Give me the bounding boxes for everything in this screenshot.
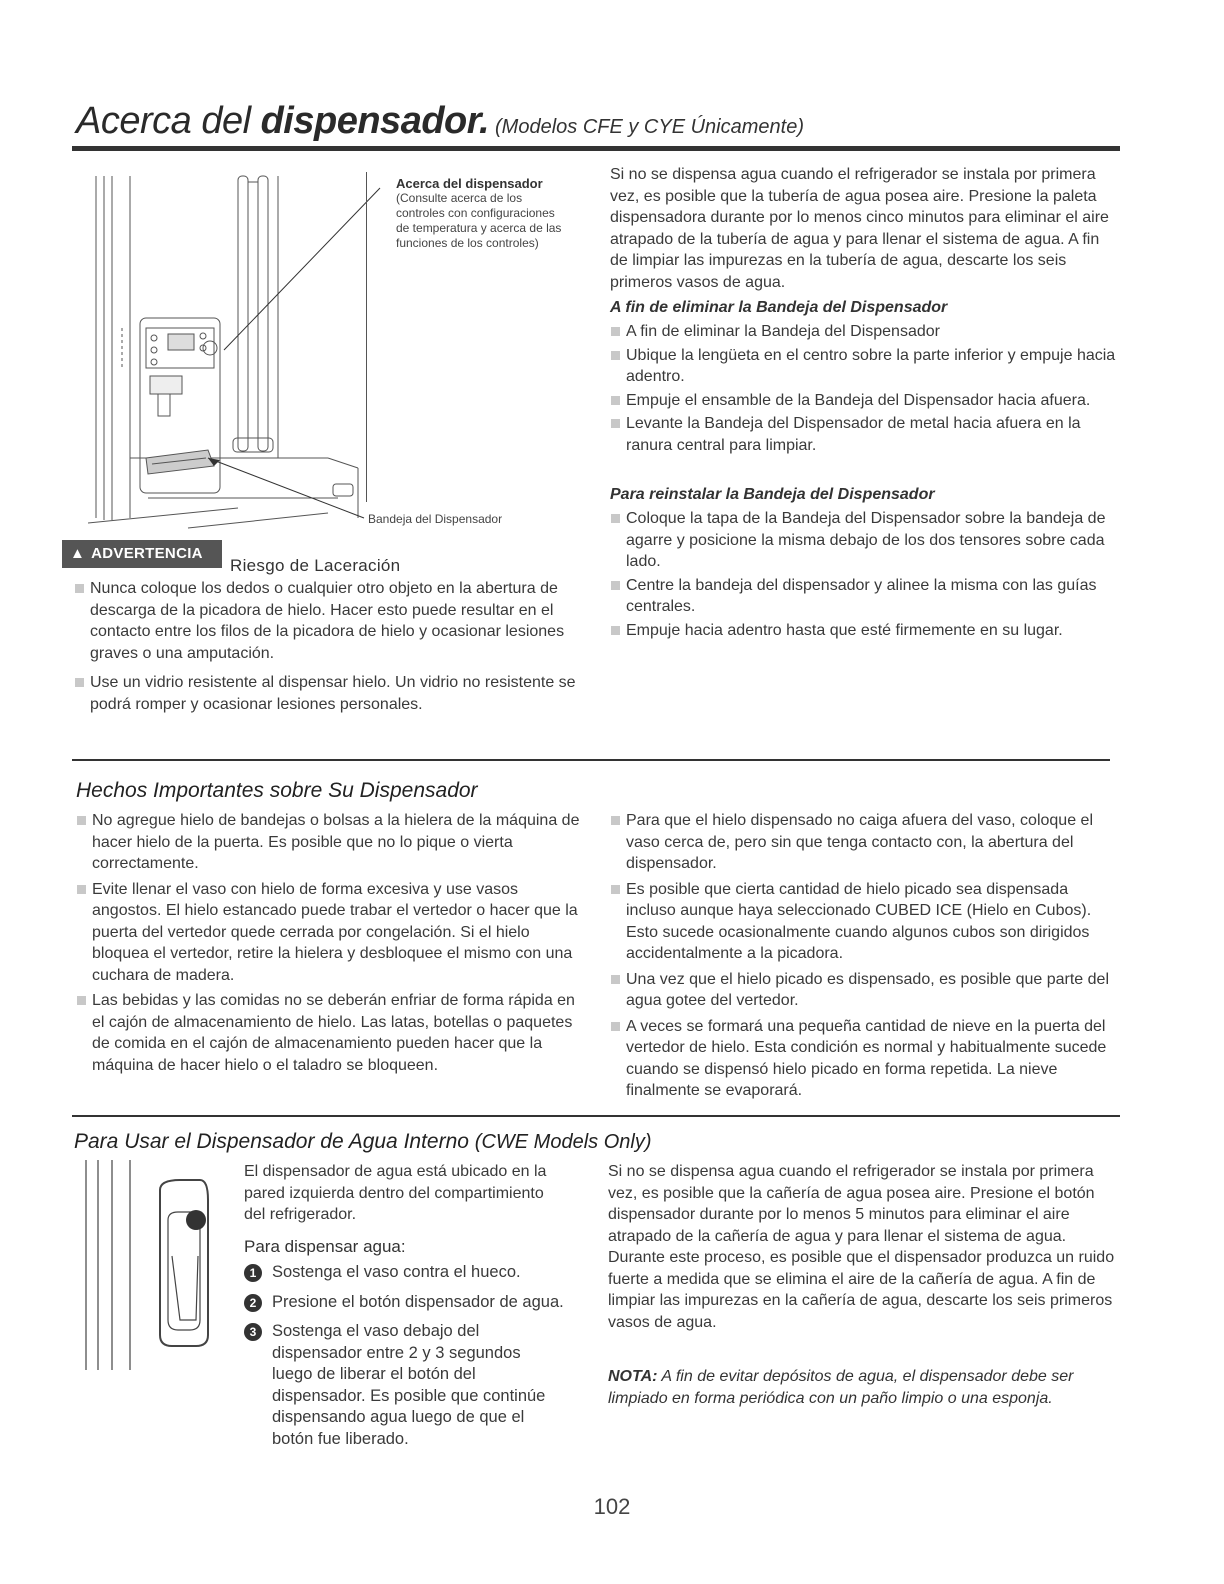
step-item <box>244 1292 564 1314</box>
list-item: Para que el hielo dispensado no caiga afuera del vaso, coloque el vaso cerca de, pero sin que tenga contacto con, la abertura del dispensador. <box>610 810 1122 875</box>
note-text: A fin de evitar depósitos de agua, el dispensador debe ser limpiado en forma periódica con un paño limpio o una esponja. <box>608 1368 1074 1407</box>
warning-list <box>74 578 594 717</box>
step-number-icon: 1 <box>244 1264 262 1282</box>
list-item: No agregue hielo de bandejas o bolsas a la hielera de la máquina de hacer hielo de la puerta. Es posible que no lo pique o vierta correctamente. <box>76 810 586 875</box>
list-item: Empuje el ensamble de la Bandeja del Dispensador hacia afuera. <box>610 390 1120 412</box>
warning-title: Riesgo de Laceración <box>230 556 401 575</box>
list-item: Empuje hacia adentro hasta que esté firmemente en su lugar. <box>610 620 1120 642</box>
title-part1: Acerca del <box>76 100 261 142</box>
steps-heading: Para dispensar agua: <box>244 1237 406 1256</box>
steps-list <box>244 1262 564 1458</box>
section-divider <box>72 1115 1120 1117</box>
list-item: Las bebidas y las comidas no se deberán enfriar de forma rápida en el cajón de almacenamiento de hielo. Las latas, botellas o paquetes de comida en el cajón de almacenamiento pueden hacer que la máquina de hacer hielo o el taladro se bloqueen. <box>76 990 586 1076</box>
warning-triangle-icon: ▲ <box>70 545 86 562</box>
title-part2: dispensador. <box>260 100 489 142</box>
facts-right-list <box>610 810 1122 1104</box>
section-divider <box>72 759 1110 761</box>
list-item: Ubique la lengüeta en el centro sobre la parte inferior y empuje hacia adentro. <box>610 345 1120 388</box>
page-subtitle: (Modelos CFE y CYE Únicamente) <box>495 116 804 138</box>
note <box>608 1366 1108 1410</box>
step-text: Sostenga el vaso debajo del dispensador entre 2 y 3 segundos luego de liberar el botón del dispensador. Es posible que continúe dispensando agua luego de que el botón fue liberado. <box>272 1322 546 1448</box>
reinstall-tray-heading: Para reinstalar la Bandeja del Dispensador <box>610 486 935 503</box>
internal-water-heading <box>74 1130 652 1154</box>
list-item: Evite llenar el vaso con hielo de forma excesiva y use vasos angostos. El hielo estancado puede trabar el vertedor o hacer que la puerta del vertedor quede cerrada por congelación. Si el hielo bloquea el vertedor, retire la hielera y desbloquee el mismo con una cuchara de madera. <box>76 879 586 987</box>
internal-water-right-text: Si no se dispensa agua cuando el refrigerador se instala por primera vez, es posible que la cañería de agua posea aire. Presione el botón dispensador durante por lo menos 5 minutos para eliminar el aire atrapado de la cañería de agua y para llenar el sistema de agua. Durante este proceso, es posible que el dispensador produzca un ruido fuerte a medida que se elimina el aire de la cañería de agua. A fin de limpiar las impurezas en la cañería de agua, descarte los seis primeros vasos de agua. <box>608 1163 1115 1331</box>
remove-tray-list <box>610 321 1120 458</box>
list-item: A veces se formará una pequeña cantidad de nieve en la puerta del vertedor de hielo. Esta condición es normal y habitualmente sucede cuando se dispensó hielo picado en forma repetida. La nieve finalmente se evaporará. <box>610 1016 1122 1102</box>
title-rule <box>72 146 1120 151</box>
tray-label: Bandeja del Dispensador <box>368 512 503 526</box>
warning-badge-text: ADVERTENCIA <box>91 545 203 562</box>
step-text: Sostenga el vaso contra el hueco. <box>272 1263 521 1281</box>
reinstall-tray-list <box>610 508 1120 643</box>
list-item: Coloque la tapa de la Bandeja del Dispensador sobre la bandeja de agarre y posicione la misma debajo de los dos tensores sobre cada lado. <box>610 508 1120 573</box>
dispenser-callout <box>396 176 562 251</box>
internal-water-heading-suffix: (CWE Models Only) <box>474 1131 652 1153</box>
callout-title: Acerca del dispensador <box>396 176 543 191</box>
warning-badge <box>62 540 222 568</box>
intro-right: Si no se dispensa agua cuando el refrigerador se instala por primera vez, es posible que la tubería de agua posea aire. Presione la paleta dispensadora durante por lo menos cinco minutos para eliminar el aire atrapado de la tubería de agua y para llenar el sistema de agua. A fin de limpiar las impurezas en la tubería de agua, descarte los seis primeros vasos de agua. <box>610 166 1109 291</box>
list-item: Use un vidrio resistente al dispensar hielo. Un vidrio no resistente se podrá romper y ocasionar lesiones personales. <box>74 672 594 715</box>
page-title <box>76 100 804 143</box>
list-item: Nunca coloque los dedos o cualquier otro objeto en la abertura de descarga de la picadora de hielo. Hacer esto puede resultar en el contacto entre los filos de la picadora de hielo y ocasionar lesiones graves o una amputación. <box>74 578 594 664</box>
note-label: NOTA: <box>608 1368 658 1385</box>
list-item: Levante la Bandeja del Dispensador de metal hacia afuera en la ranura central para limpiar. <box>610 413 1120 456</box>
list-item: A fin de eliminar la Bandeja del Dispensador <box>610 321 1120 343</box>
page-number: 102 <box>593 1494 631 1519</box>
internal-water-heading-main: Para Usar el Dispensador de Agua Interno <box>74 1130 469 1153</box>
step-text: Presione el botón dispensador de agua. <box>272 1292 564 1311</box>
list-item: Una vez que el hielo picado es dispensado, es posible que parte del agua gotee del vertedor. <box>610 969 1122 1012</box>
water-dispenser-illustration <box>80 1160 230 1380</box>
step-item <box>244 1321 564 1450</box>
callout-text: (Consulte acerca de los controles con configuraciones de temperatura y acerca de las funciones de los controles) <box>396 191 562 250</box>
list-item: Centre la bandeja del dispensador y alinee la misma con las guías centrales. <box>610 575 1120 618</box>
figure-right-edge <box>366 172 367 502</box>
facts-left-list <box>76 810 586 1078</box>
list-item: Es posible que cierta cantidad de hielo picado sea dispensada incluso aunque haya seleccionado CUBED ICE (Hielo en Cubos). Esto sucede ocasionalmente cuando algunos cubos son dirigidos accidentalmente a la picadora. <box>610 879 1122 965</box>
remove-tray-heading: A fin de eliminar la Bandeja del Dispensador <box>610 299 948 316</box>
facts-heading: Hechos Importantes sobre Su Dispensador <box>76 779 478 802</box>
internal-water-intro: El dispensador de agua está ubicado en la pared izquierda dentro del compartimiento del refrigerador. <box>244 1163 547 1223</box>
step-number-icon: 2 <box>244 1294 262 1312</box>
step-item <box>244 1262 564 1284</box>
step-number-icon: 3 <box>244 1323 262 1341</box>
